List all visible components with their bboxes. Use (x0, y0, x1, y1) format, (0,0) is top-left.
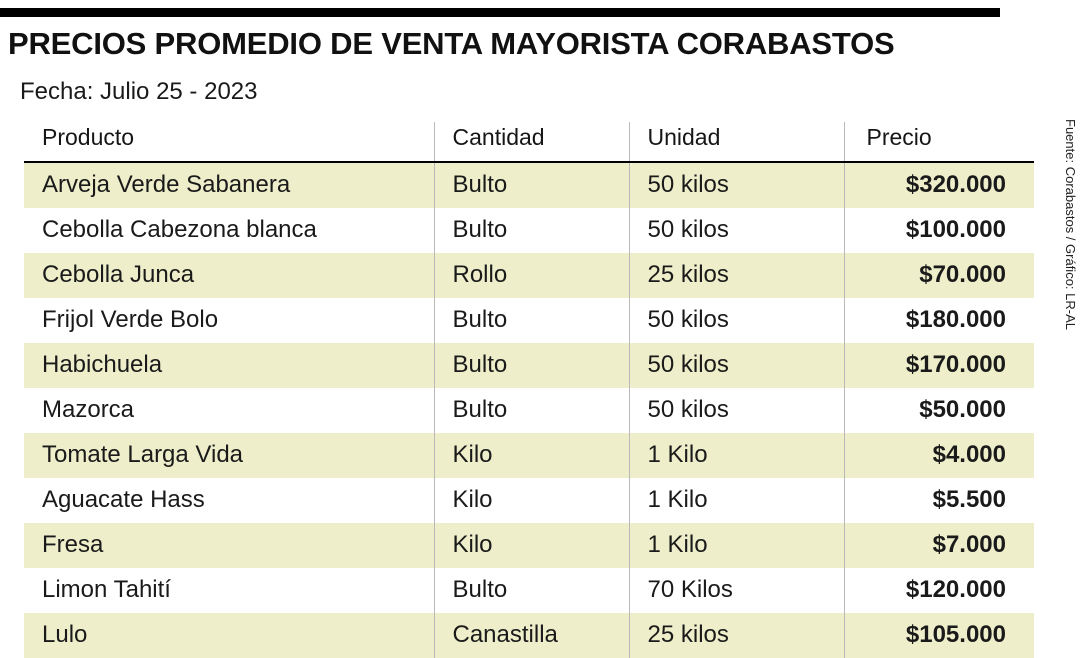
table-row (24, 162, 1034, 208)
column-header-unidad: Unidad (629, 122, 844, 162)
cell-producto: Aguacate Hass (24, 478, 434, 523)
cell-precio: $180.000 (844, 298, 1034, 343)
cell-unidad: 1 Kilo (629, 433, 844, 478)
cell-cantidad: Bulto (434, 162, 629, 208)
cell-precio: $70.000 (844, 253, 1034, 298)
prices-table-container (24, 122, 1034, 658)
table-row (24, 478, 1034, 523)
table-header-row (24, 122, 1034, 162)
cell-unidad: 1 Kilo (629, 523, 844, 568)
cell-producto: Lulo (24, 613, 434, 658)
cell-unidad: 25 kilos (629, 253, 844, 298)
table-row (24, 208, 1034, 253)
cell-producto: Cebolla Cabezona blanca (24, 208, 434, 253)
column-header-producto: Producto (24, 122, 434, 162)
cell-producto: Cebolla Junca (24, 253, 434, 298)
table-row (24, 343, 1034, 388)
top-rule-divider (0, 8, 1000, 17)
cell-cantidad: Rollo (434, 253, 629, 298)
cell-precio: $120.000 (844, 568, 1034, 613)
cell-precio: $105.000 (844, 613, 1034, 658)
cell-precio: $5.500 (844, 478, 1034, 523)
cell-producto: Frijol Verde Bolo (24, 298, 434, 343)
cell-unidad: 50 kilos (629, 343, 844, 388)
cell-precio: $4.000 (844, 433, 1034, 478)
cell-precio: $100.000 (844, 208, 1034, 253)
table-row (24, 613, 1034, 658)
table-row (24, 388, 1034, 433)
cell-cantidad: Bulto (434, 298, 629, 343)
cell-producto: Limon Tahití (24, 568, 434, 613)
table-row (24, 568, 1034, 613)
column-header-precio: Precio (844, 122, 1034, 162)
cell-cantidad: Bulto (434, 568, 629, 613)
cell-unidad: 1 Kilo (629, 478, 844, 523)
cell-producto: Tomate Larga Vida (24, 433, 434, 478)
cell-unidad: 70 Kilos (629, 568, 844, 613)
source-credit: Fuente: Corabastos / Gráfico: LR-AL (1063, 119, 1078, 330)
cell-cantidad: Bulto (434, 388, 629, 433)
cell-unidad: 25 kilos (629, 613, 844, 658)
prices-table (24, 122, 1034, 658)
table-row (24, 523, 1034, 568)
table-row (24, 298, 1034, 343)
cell-producto: Habichuela (24, 343, 434, 388)
table-header (24, 122, 1034, 162)
cell-precio: $7.000 (844, 523, 1034, 568)
cell-unidad: 50 kilos (629, 298, 844, 343)
cell-producto: Fresa (24, 523, 434, 568)
cell-cantidad: Canastilla (434, 613, 629, 658)
cell-unidad: 50 kilos (629, 388, 844, 433)
table-row (24, 433, 1034, 478)
cell-precio: $320.000 (844, 162, 1034, 208)
cell-unidad: 50 kilos (629, 208, 844, 253)
page-subtitle-date: Fecha: Julio 25 - 2023 (20, 78, 258, 105)
cell-cantidad: Kilo (434, 478, 629, 523)
table-body (24, 162, 1034, 658)
page-title: PRECIOS PROMEDIO DE VENTA MAYORISTA CORABASTOS (8, 26, 895, 61)
cell-unidad: 50 kilos (629, 162, 844, 208)
cell-precio: $170.000 (844, 343, 1034, 388)
cell-producto: Arveja Verde Sabanera (24, 162, 434, 208)
cell-cantidad: Kilo (434, 433, 629, 478)
table-row (24, 253, 1034, 298)
cell-cantidad: Bulto (434, 343, 629, 388)
column-header-cantidad: Cantidad (434, 122, 629, 162)
cell-precio: $50.000 (844, 388, 1034, 433)
cell-cantidad: Bulto (434, 208, 629, 253)
cell-cantidad: Kilo (434, 523, 629, 568)
cell-producto: Mazorca (24, 388, 434, 433)
